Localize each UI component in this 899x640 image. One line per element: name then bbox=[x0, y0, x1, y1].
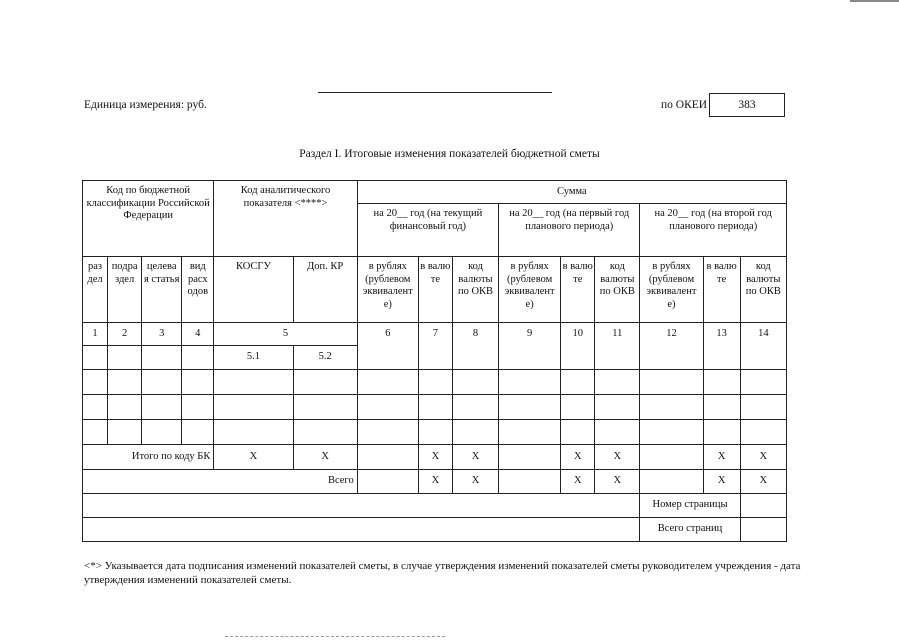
x-mark: X bbox=[452, 445, 498, 470]
empty-cell bbox=[357, 445, 418, 470]
scan-bottom-mark bbox=[225, 636, 445, 638]
header-analytic-code: Код аналитического показателя <****> bbox=[214, 181, 357, 257]
footnote: <*> Указывается дата подписания изменений показателей сметы, в случае утверждения изменений показателей сметы руководителем учреждения - дата утверждения изменений показателей сметы. bbox=[84, 560, 801, 587]
itogo-label: Итого по коду БК bbox=[83, 445, 214, 470]
page-number-value bbox=[740, 494, 786, 518]
col-number-5-1: 5.1 bbox=[214, 346, 293, 370]
empty-cell bbox=[182, 346, 214, 370]
data-row bbox=[83, 370, 787, 395]
header-period-current: на 20__ год (на текущий финансовый год) bbox=[357, 204, 498, 257]
header-sum: Сумма bbox=[357, 181, 786, 204]
header-row-3 bbox=[83, 257, 787, 323]
header-budget-classification: Код по бюджетной классификации Российской Федерации bbox=[83, 181, 214, 257]
col-number: 8 bbox=[452, 323, 498, 370]
column-number-row bbox=[83, 323, 787, 346]
header-currency-2: в валю те bbox=[561, 257, 595, 323]
header-kosgu: КОСГУ bbox=[214, 257, 293, 323]
header-dop-kr: Доп. КР bbox=[293, 257, 357, 323]
x-mark: X bbox=[418, 470, 452, 494]
data-row bbox=[83, 395, 787, 420]
header-razdel: раз дел bbox=[83, 257, 108, 323]
data-row bbox=[83, 420, 787, 445]
col-number: 10 bbox=[561, 323, 595, 370]
header-okv-2: код валюты по ОКВ bbox=[595, 257, 640, 323]
total-pages-row bbox=[83, 518, 787, 542]
unit-label: Единица измерения: руб. bbox=[84, 99, 207, 111]
col-number: 11 bbox=[595, 323, 640, 370]
vsego-label: Всего bbox=[83, 470, 358, 494]
page-number-row bbox=[83, 494, 787, 518]
header-rub-1: в рублях (рублевом эквивалент е) bbox=[357, 257, 418, 323]
x-mark: X bbox=[703, 470, 740, 494]
empty-cell bbox=[640, 470, 703, 494]
header-currency-1: в валю те bbox=[418, 257, 452, 323]
header-okv-3: код валюты по ОКВ bbox=[740, 257, 786, 323]
total-pages-value bbox=[740, 518, 786, 542]
x-mark: X bbox=[561, 470, 595, 494]
col-number: 3 bbox=[142, 323, 182, 346]
col-number-5-2: 5.2 bbox=[293, 346, 357, 370]
empty-cell bbox=[83, 494, 640, 518]
header-okv-1: код валюты по ОКВ bbox=[452, 257, 498, 323]
x-mark: X bbox=[561, 445, 595, 470]
signature-line bbox=[318, 92, 552, 93]
empty-cell bbox=[499, 445, 561, 470]
page-number-label: Номер страницы bbox=[640, 494, 740, 518]
col-number: 12 bbox=[640, 323, 703, 370]
header-rub-2: в рублях (рублевом эквивалент е) bbox=[499, 257, 561, 323]
x-mark: X bbox=[703, 445, 740, 470]
empty-cell bbox=[640, 445, 703, 470]
empty-cell bbox=[108, 346, 142, 370]
col-number: 4 bbox=[182, 323, 214, 346]
header-currency-3: в валю те bbox=[703, 257, 740, 323]
empty-cell bbox=[499, 470, 561, 494]
col-number: 5 bbox=[214, 323, 357, 346]
col-number: 1 bbox=[83, 323, 108, 346]
vsego-row bbox=[83, 470, 787, 494]
x-mark: X bbox=[293, 445, 357, 470]
x-mark: X bbox=[214, 445, 293, 470]
empty-cell bbox=[357, 470, 418, 494]
section-title: Раздел I. Итоговые изменения показателей бюджетной сметы bbox=[299, 148, 600, 160]
header-period-first: на 20__ год (на первый год планового периода) bbox=[499, 204, 640, 257]
header-podrazdel: подра здел bbox=[108, 257, 142, 323]
col-number: 13 bbox=[703, 323, 740, 370]
col-number: 6 bbox=[357, 323, 418, 370]
col-number: 14 bbox=[740, 323, 786, 370]
col-number: 7 bbox=[418, 323, 452, 370]
scan-edge-mark bbox=[850, 0, 899, 2]
x-mark: X bbox=[740, 445, 786, 470]
okei-code-box: 383 bbox=[709, 93, 785, 117]
x-mark: X bbox=[740, 470, 786, 494]
col-number: 9 bbox=[499, 323, 561, 370]
header-rub-3: в рублях (рублевом эквивалент е) bbox=[640, 257, 703, 323]
header-period-second: на 20__ год (на второй год планового периода) bbox=[640, 204, 787, 257]
col-number: 2 bbox=[108, 323, 142, 346]
budget-changes-table bbox=[82, 180, 787, 542]
empty-cell bbox=[83, 518, 640, 542]
header-row-1 bbox=[83, 181, 787, 204]
x-mark: X bbox=[595, 445, 640, 470]
empty-cell bbox=[142, 346, 182, 370]
header-celevaya-statya: целева я статья bbox=[142, 257, 182, 323]
x-mark: X bbox=[595, 470, 640, 494]
empty-cell bbox=[83, 346, 108, 370]
itogo-row bbox=[83, 445, 787, 470]
okei-label: по ОКЕИ bbox=[661, 99, 708, 111]
x-mark: X bbox=[452, 470, 498, 494]
x-mark: X bbox=[418, 445, 452, 470]
total-pages-label: Всего страниц bbox=[640, 518, 740, 542]
header-vid-rashodov: вид расх одов bbox=[182, 257, 214, 323]
